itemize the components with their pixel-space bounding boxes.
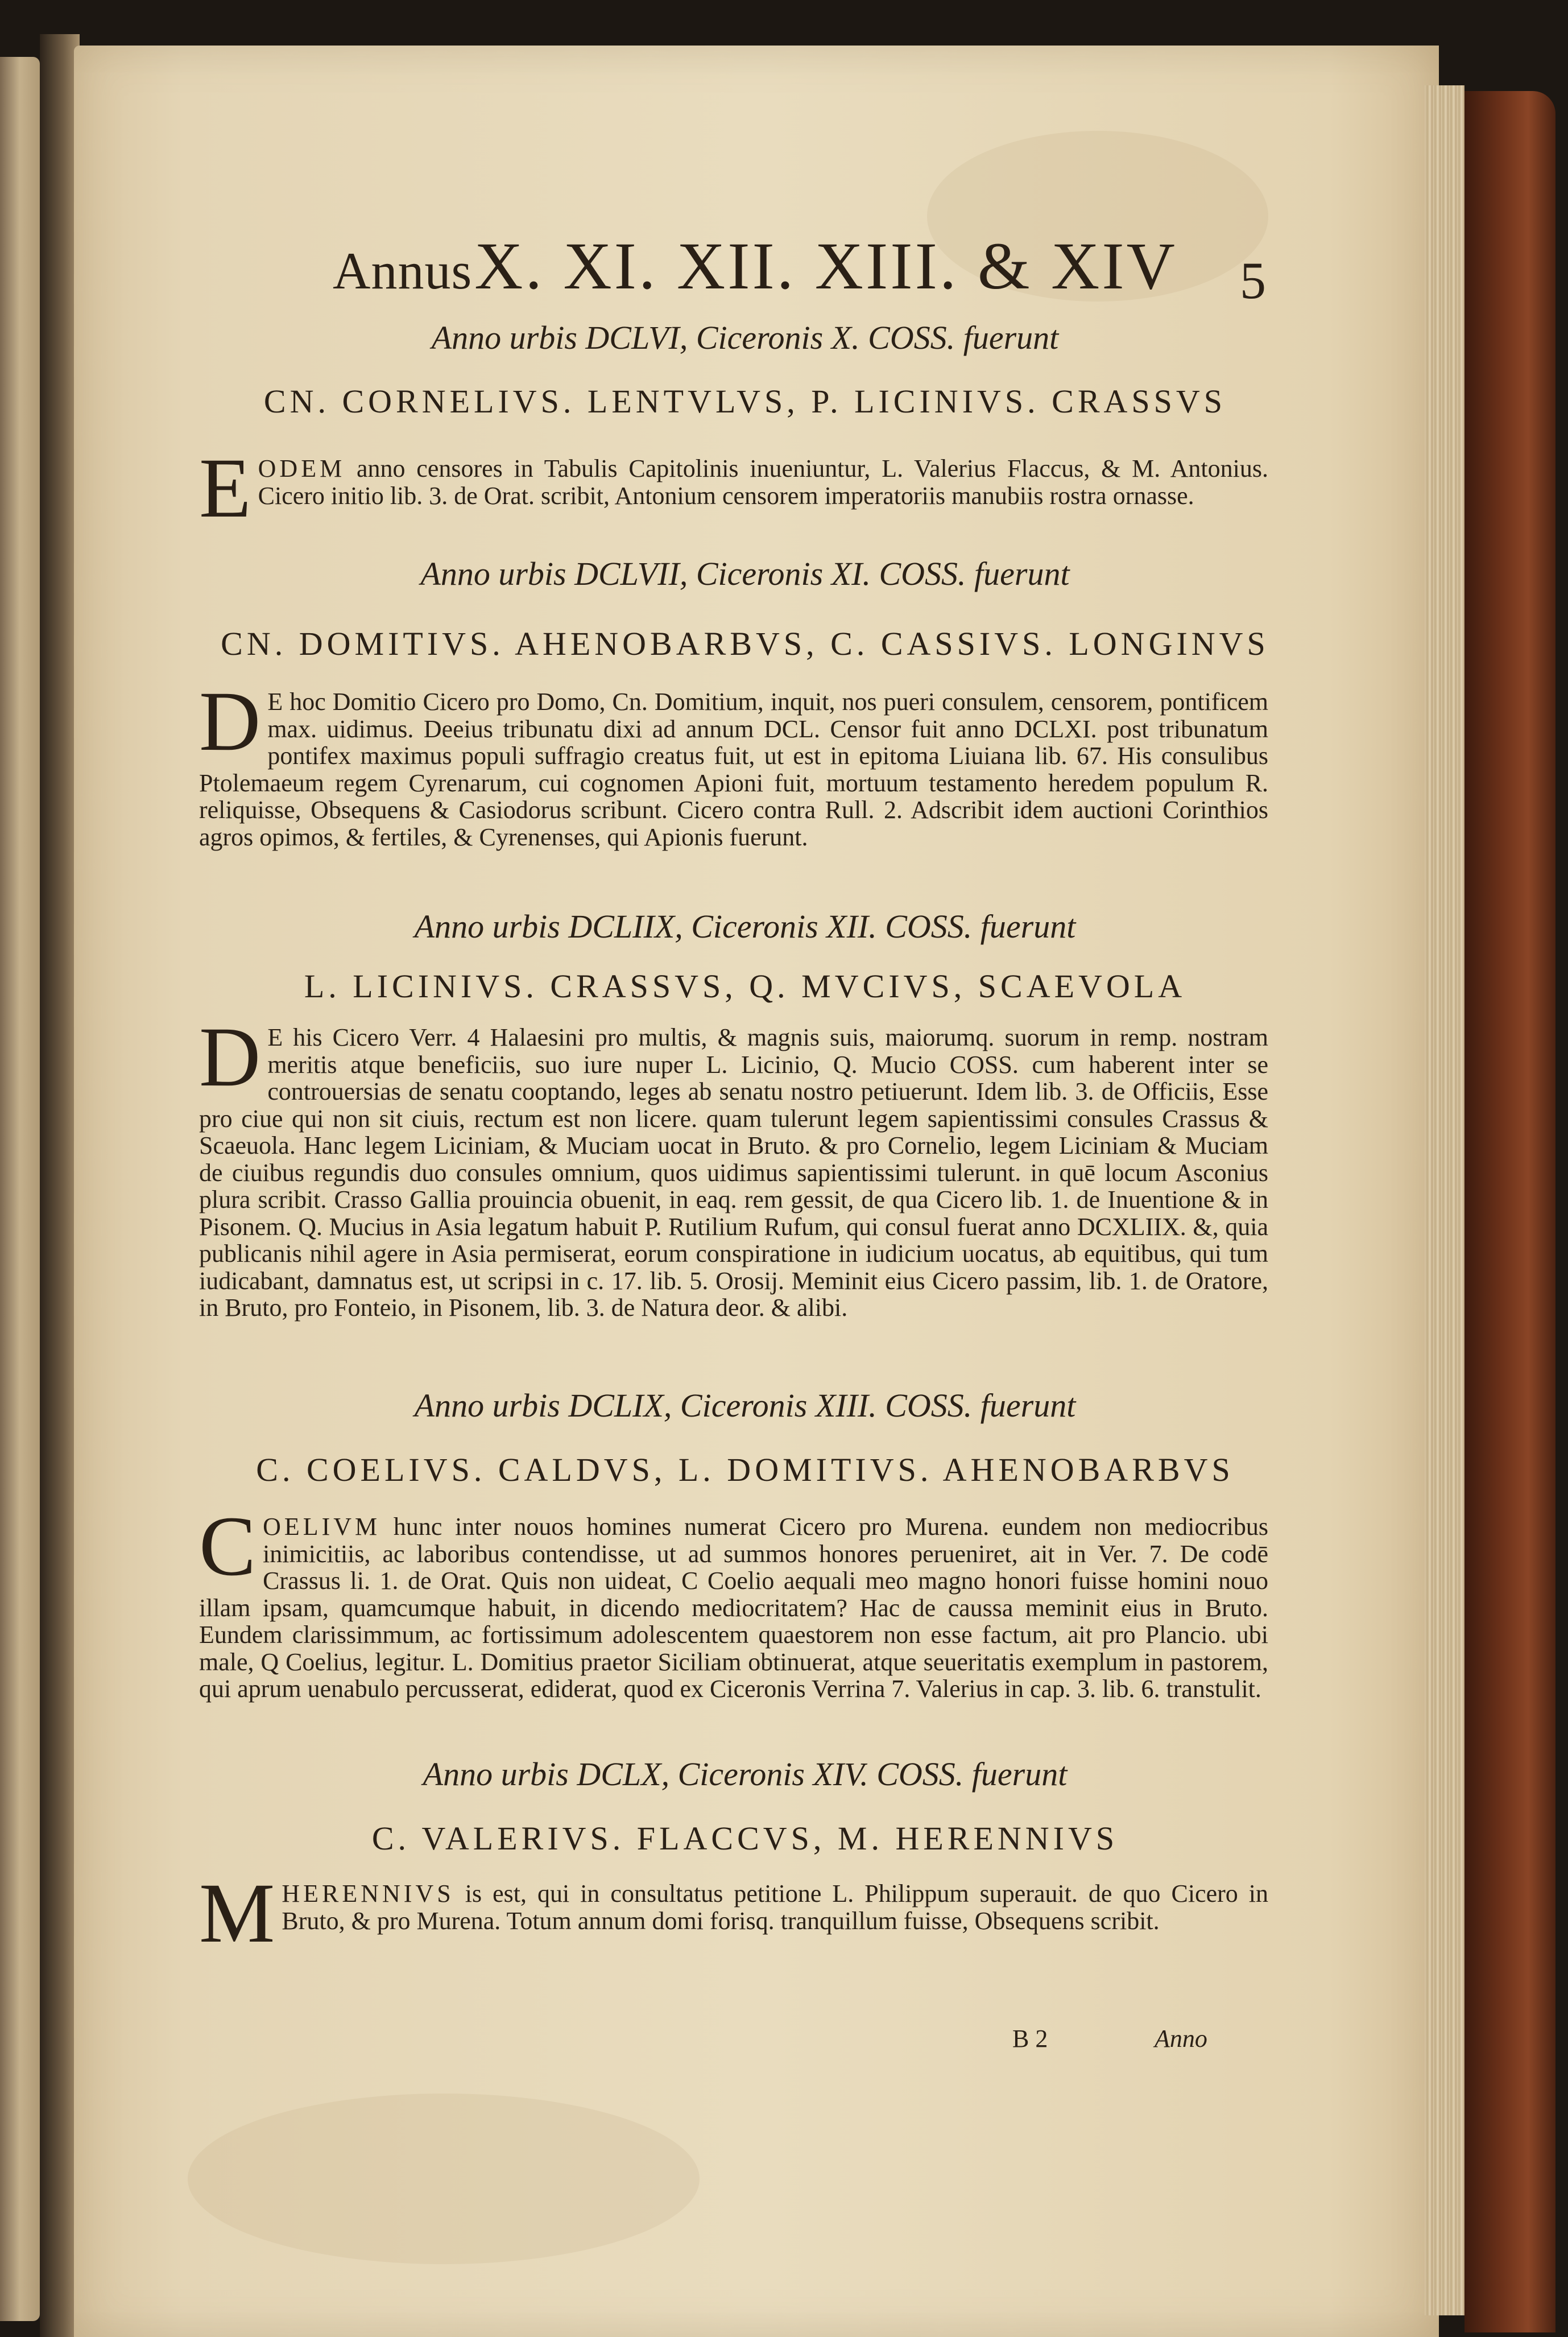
- paragraph: [199, 1010, 1268, 1322]
- drop-cap: D: [199, 1010, 261, 1104]
- drop-cap: C: [199, 1499, 256, 1593]
- small-caps-word: HERENNIVS: [282, 1880, 454, 1907]
- consuls-line: C. COELIVS. CALDVS, L. DOMITIVS. AHENOBARBVS: [256, 1451, 1234, 1488]
- leather-binding: [1464, 91, 1555, 2332]
- year-subhead: Anno urbis DCLIIX, Ciceronis XII. COSS. fuerunt: [414, 908, 1076, 945]
- paragraph: [199, 1866, 1268, 1960]
- small-caps-word: OELIVM: [263, 1513, 381, 1541]
- paragraph: [199, 1499, 1268, 1703]
- running-head: [333, 228, 1177, 305]
- consuls-line: CN. DOMITIVS. AHENOBARBVS, C. CASSIVS. LONGINVS: [221, 625, 1269, 662]
- drop-cap: E: [199, 441, 251, 535]
- page-stain: [188, 2094, 700, 2264]
- year-subhead: Anno urbis DCLVII, Ciceronis XI. COSS. fuerunt: [420, 555, 1070, 592]
- paragraph-text: E hoc Domitio Cicero pro Domo, Cn. Domitium, inquit, nos pueri consulem, censorem, pontificem max. uidimus. Deeius tribunatu dixi ad annum DCL. Censor fuit anno DCLXI. post tribunatum pontifex maximus populi suffragio creatus fuit, ut est in epitoma Liuiana lib. 67. His consulibus Ptolemaeum regem Cyrenarum, cui cognomen Apioni fuit, mortuum testamento heredem populum R. reliquisse, Obsequens & Casiodorus scribunt. Cicero contra Rull. 2. Adscribit idem auctioni Corinthios agros opimos, & fertiles, & Cyrenenses, qui Apionis fuerunt.: [199, 688, 1268, 851]
- paragraph-text: anno censores in Tabulis Capitolinis inueniuntur, L. Valerius Flaccus, & M. Antonius. Cicero initio lib. 3. de Orat. scribit, Antonium censorem imperatoriis manubiis rostra ornasse.: [258, 455, 1268, 510]
- year-subhead: Anno urbis DCLIX, Ciceronis XIII. COSS. fuerunt: [414, 1387, 1076, 1424]
- paragraph-text: hunc inter nouos homines numerat Cicero pro Murena. eundem non mediocribus inimicitiis, ac laboribus contendisse, ut ad summos honores perueniret, ait in Ver. 7. De codē Crassus li. 1. de Orat. Quis non uideat, C Coelio aequali meo magno honori fuisse homini nouo illam ipsam, quamcumque habuit, in dicendo mediocritatem? Hac de caussa meminit eius in Bruto. Eundem clarissimmum, ac fortissimum adolescentem quaestorem non esse factum, ait pro Plancio. ubi male, Q Coelius, legitur. L. Domitius praetor Siciliam obtinuerat, atque seueritatis exemplum in pastorem, qui aprum uenabulo percusserat, ediderat, quod ex Ciceronis Verrina 7. Valerius in cap. 3. lib. 6. transtulit.: [199, 1513, 1268, 1703]
- paragraph-text: E his Cicero Verr. 4 Halaesini pro multis, & magnis suis, maiorumq. suorum in remp. nostram meritis atque beneficiis, suo iure nuper L. Licinio, Q. Mucio COSS. cum haberent inter se controuersias de senatu cooptando, leges ab senatu nostro petiuerunt. Idem lib. 3. de Officiis, Esse pro ciue qui non sit ciuis, rectum est non licere. quam tulerunt legem sapientissimi consules Crassus & Scaeuola. Hanc legem Liciniam, & Muciam uocat in Bruto. & pro Cornelio, legem Liciniam & Muciam de ciuibus regundis duo consules omnium, quos uidimus sapientissimi tulerunt. in quē locum Asconius plura scribit. Crasso Gallia prouincia obuenit, in eaq. rem gessit, de qua Cicero lib. 1. de Inuentione & in Pisonem. Q. Mucius in Asia legatum habuit P. Rutilium Rufum, qui consul fuerat anno DCXLIIX. &, quia publicanis nihil agere in Asia permiserat, eorum conspiratione in iudicium uocatus, ab equitibus, qui tum iudicabant, damnatus est, ut scripsi in c. 17. lib. 5. Orosij. Meminit eius Cicero passim, lib. 1. de Oratore, in Bruto, pro Fonteio, in Pisonem, lib. 3. de Natura deor. & alibi.: [199, 1023, 1268, 1322]
- drop-cap: M: [199, 1866, 275, 1960]
- consuls-line: L. LICINIVS. CRASSVS, Q. MVCIVS, SCAEVOLA: [304, 968, 1186, 1005]
- consuls-line: CN. CORNELIVS. LENTVLVS, P. LICINIVS. CRASSVS: [263, 383, 1227, 420]
- paragraph: [199, 674, 1268, 851]
- running-head-prefix: Annus: [333, 242, 473, 300]
- paragraph: [199, 441, 1268, 535]
- running-head-numerals: X. XI. XII. XIII. & XIV: [474, 229, 1177, 303]
- small-caps-word: ODEM: [258, 455, 346, 482]
- facing-page-edge: [0, 57, 40, 2321]
- folio-number: 5: [1240, 251, 1266, 309]
- year-subhead: Anno urbis DCLVI, Ciceronis X. COSS. fuerunt: [431, 319, 1059, 356]
- signature-mark: B 2: [1012, 2025, 1048, 2053]
- consuls-line: C. VALERIVS. FLACCVS, M. HERENNIVS: [371, 1820, 1119, 1857]
- drop-cap: D: [199, 674, 261, 769]
- book-page: [74, 46, 1439, 2337]
- catchword: Anno: [1155, 2025, 1207, 2053]
- year-subhead: Anno urbis DCLX, Ciceronis XIV. COSS. fuerunt: [423, 1756, 1068, 1793]
- page-block-edges: [1425, 85, 1464, 2315]
- paragraph-text: is est, qui in consultatus petitione L. Philippum superauit. de quo Cicero in Bruto, & pro Murena. Totum annum domi forisq. tranquillum fuisse, Obsequens scribit.: [282, 1880, 1268, 1935]
